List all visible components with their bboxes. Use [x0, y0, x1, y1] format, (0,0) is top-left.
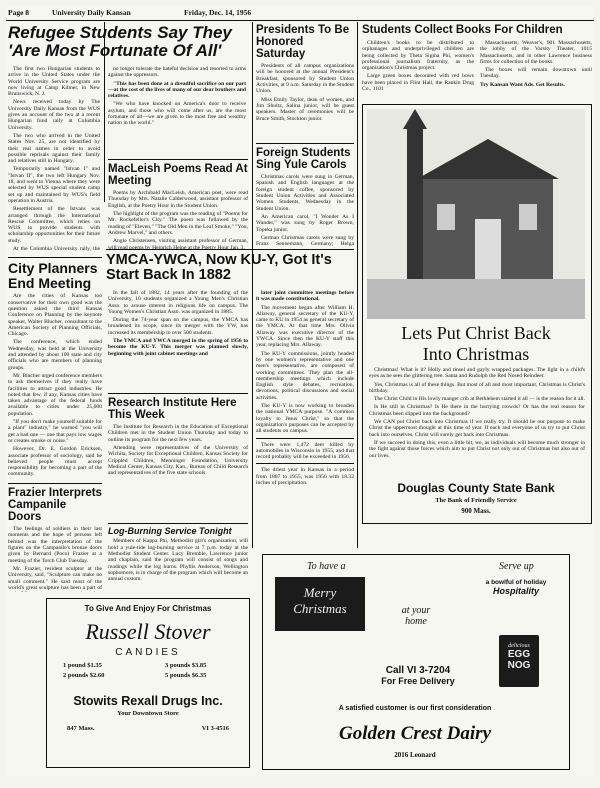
paragraph: The KU-Y is now working to broaden the national YMCA purpose. "A common loyalty to Jesus Christ," so that the organization's purposes can be accepted by all students on campus.: [256, 403, 354, 435]
column-rule: [357, 22, 358, 548]
price-item: 2 pounds $2.60: [63, 672, 105, 679]
newspaper-page: [6, 6, 594, 776]
page-number: Page 8: [8, 8, 30, 17]
paragraph: Poems by Archibald MacLeish, American poet, were read Thursday by Mrs. Natalie Calderwood, assistant professor of English, at the Poetry Hour in the Student Union.: [108, 190, 248, 209]
divider: [8, 257, 102, 258]
paragraph: Attending were representatives of the University of Wichita, Society for Exceptional Children, Kansas Society for Crippled Children, Menninger Foundation, University Medical Center, Kansas City, Kan., Bureau of Child Research and representatives of the five state schools.: [108, 445, 248, 477]
merry-text: Merry: [303, 585, 337, 600]
paragraph: The movement began after William H. Allaway, general secretary of the KU-Y, came to KU in 1954 as general secretary of the YMCA. At that time Mrs. Olivia Allaway was executive director of the YWCA. Since then the KU-Y staff this year, replacing Mrs. Allaway.: [256, 304, 354, 349]
paper-name: University Daily Kansan: [52, 8, 131, 17]
paragraph: Are the cities of Kansas too conservative for their own good was the question asked the third Kansas Conference on Planning by the keynote speaker, Walter Blucher, consultant to the American Society of Planning Officials, Chicago.: [8, 293, 102, 338]
paragraph: German Christmas carols were sung by Franz Sennemann, Germany; Helga: [256, 234, 354, 246]
divider: [108, 393, 248, 394]
divider: [8, 483, 102, 484]
christ-headline: [363, 323, 589, 365]
books-col-2: [480, 40, 592, 90]
paragraph: later joint committee meetings before it was made constitutional.: [256, 290, 354, 303]
want-ads-tag: Try Kansan Want Ads. Get Results.: [480, 81, 565, 88]
books-col-1: [362, 40, 474, 94]
paragraph: However, Dr. E. Gordon Ericksen, associate professor of sociology, said he believed people must accept responsibility for becoming a part of the community.: [8, 446, 102, 478]
stover-brand: Russell Stover: [85, 619, 211, 644]
stover-store-tag: Your Downtown Store: [117, 710, 179, 717]
egg-nog-carton: [499, 635, 539, 687]
christ-headline-line-1: Lets Put Christ Back: [401, 323, 551, 343]
christ-body: [369, 367, 585, 461]
price-list: [47, 662, 249, 686]
paragraph: The boxes will remain downtown until Tuesday.: [480, 67, 592, 80]
books-story: [362, 24, 592, 104]
dairy-delivery: For Free Delivery: [381, 676, 455, 686]
refugee-headline: Refugee Students Say They 'Are Most Fortunate Of All': [8, 24, 232, 60]
divider: [256, 463, 354, 464]
paragraph: The Institute for Research in the Education of Exceptional Children met in the Student Union Thursday and today to outline its program for the next few years.: [108, 424, 248, 443]
presidents-headline: Presidents To Be Honored Saturday: [256, 24, 350, 61]
divider: [256, 438, 354, 439]
foreign-headline: Foreign Students Sing Yule Carols: [256, 147, 351, 172]
christ-ad: [362, 104, 592, 524]
home-line-2: home: [405, 616, 427, 627]
dairy-name: Golden Crest Dairy: [339, 723, 491, 744]
paragraph: The YMCA and YWCA merged in the spring of 1956 to become the KU-Y. This merger was planned slowly, beginning with joint cabinet meetings and: [108, 338, 248, 357]
paragraph: Members of Kappa Phi, Methodist girl's organization, will hold a yule-tide log-burning service at 7 p.m. today at the Methodist Student Center. Lucy Bremble, Lawrence junior and chaplain, said the program will consist of songs and readings while the log burns. Phyllis Anderson, Wellington sophomore, is in charge of the program which will become an annual custom.: [108, 538, 248, 583]
stover-candies: CANDIES: [115, 647, 181, 658]
serve-up-text: Serve up: [499, 561, 534, 572]
nativity-illustration: [367, 109, 585, 319]
paragraph: The highlight of the program was the reading of "Poems for Mr. Rockefeller's City." The poem was followed by the reading of "Eleven," "The Old Men in the Leaf Smoke," "You, Andrew Marvel," and others.: [108, 211, 248, 236]
bank-tagline: The Bank of Friendly Service: [435, 497, 517, 504]
ymca-right-col: [256, 290, 354, 592]
frazier-headline: Frazier Interprets Campanile Doors: [8, 487, 102, 524]
bank-sponsor: [363, 481, 589, 515]
paragraph: Christmas! What is it? Holly and tinsel and gayly wrapped packages. The light in a child's eyes as he sees the glittering tree. Santa and Rudolph the Red Nosed Reindeer.: [369, 367, 585, 380]
planners-story: [8, 254, 102, 478]
price-item: 1 pound $1.35: [63, 662, 102, 669]
paragraph: Resettlement of the Istvans was arranged through the International Rescue Committee, which relies on WUS to provide students with scholarship opportunities for their future study.: [8, 206, 100, 244]
stover-footer: [47, 725, 249, 737]
masthead: [6, 6, 594, 21]
price-item: 5 pounds $6.35: [165, 672, 207, 679]
russell-stover-ad: [46, 598, 250, 768]
paragraph: Temporarily named "Istvan I" and "Istvan II", the two left Hungary Nov. 18, and went to Vienna where they were selected by WUS special student camp set up and maintained by WUS's field operation in Austria.: [8, 166, 100, 204]
paragraph: The Christ Child in His lowly manger crib at Bethlehem started it all — is the reason for it all.: [374, 396, 585, 403]
ymca-headline: YMCA-YWCA, Now KU-Y, Got It's Start Back In 1882: [106, 252, 332, 284]
paragraph: no longer tolerate the hateful decision and resorted to arms against the oppressors.: [108, 66, 246, 79]
paragraph: Massachusetts; Weaver's, 901 Massachusetts, the lobby of the Varsity Theater, 1015 Massachusetts, and in other Lawrence business firms for collection of the books.: [480, 40, 592, 65]
divider: [256, 143, 354, 144]
paragraph: The driest year in Kansas in a period from 1887 to 1955, was 1956 with 18.32 inches of precipitation.: [256, 467, 354, 487]
research-headline: Research Institute Here This Week: [108, 397, 237, 422]
home-line-1: at your: [401, 605, 431, 616]
paragraph: Mr. Frazier, resident sculptor at the University, said, "Sculpture can make no small comment." He said most of the world's great sculpture has been a part of: [8, 565, 102, 591]
stover-address: 847 Mass.: [67, 725, 95, 732]
bank-name: Douglas County State Bank: [397, 481, 555, 495]
paragraph: News received today by The University Daily Kansan from the WUS gives an account of the two at a recent Hungarian fund rally at Columbia University.: [8, 99, 100, 131]
bank-address: 900 Mass.: [461, 507, 491, 515]
paragraph: At the Columbia University rally, the: [13, 246, 100, 252]
dairy-address: 2016 Leonard: [394, 751, 436, 759]
paragraph: "If you don't make yourself suitable for a plant" industry," he warned "you will get a bad one — one that pays low wages or creates smoke or noise.": [8, 419, 102, 444]
macleish-story: [108, 156, 248, 254]
paragraph: During the 74-year span on the campus, the YMCA has broadened its scope, since its merger with the YW, has increased its membership to over 500 students.: [108, 317, 248, 336]
refugee-col-1: [8, 66, 100, 252]
paragraph: Presidents of all campus organizations will be honored at the annual President's Breakfast, sponsored by Student Union Activities, at 9 a.m. Saturday in the Student Union.: [256, 63, 354, 95]
paragraph: There were 1,472 deer killed by automobiles in Wisconsin in 1955, and that record probably will be exceeded in 1956.: [256, 441, 354, 461]
stover-store-name: Stowits Rexall Drugs Inc.: [73, 694, 223, 708]
ymca-header: [106, 246, 354, 286]
research-story: [108, 390, 248, 520]
logburning-story: [108, 520, 248, 594]
paragraph: Yes, Christmas is all of these things. But most of all and most important, Christmas is Christ's birthday.: [369, 381, 585, 394]
presidents-story: [256, 24, 354, 152]
paragraph: Mr. Blucher urged conference members to ask themselves if they really have facilities to attract good industries. He noted that few, if any, Kansas cities have taken advantage of the federal funds available to cities under 25,000 population.: [8, 372, 102, 417]
ymca-left-col: [108, 290, 248, 388]
dairy-call: [353, 665, 483, 686]
paragraph: If we succeed in doing this, even a little bit, we, as individuals will become much stronger in the fight against those forces which aim to put Christ not only out of Christmas but also out of our lives.: [369, 439, 585, 459]
divider: [106, 249, 354, 250]
bowl-line-2: Hospitality: [492, 586, 539, 596]
dairy-ad: [262, 554, 570, 770]
paragraph: Miss Emily Taylor, dean of women, and Jim Shultz, Salina junior, will be guest speakers. Master of ceremonies will be Bruce Smith, Stockton junior.: [256, 96, 354, 122]
paragraph: In the fall of 1882, 14 years after the founding of the University, 10 students organized a Young Men's Christian Assn. to arouse interest in religious life on campus. The Young Women's Christian Assn. was organized in 1885.: [108, 290, 248, 315]
stover-phone: VI 3-4516: [201, 725, 229, 732]
merry-christmas-banner: [275, 577, 365, 631]
carton-line-1: delicious: [508, 643, 530, 649]
paragraph: Christmas carols were sung in German, Spanish and English languages at the foreign student coffee, sponsored by Student Union Activities and Associated Women Students, Wednesday in the Student Union.: [256, 174, 354, 212]
bowl-line-1: a bowlful of holiday: [485, 579, 547, 586]
issue-date: Friday, Dec. 14, 1956: [184, 8, 252, 17]
dairy-slogan: A satisfied customer is our first consideration: [338, 705, 492, 712]
paragraph: Angie Christensen, visiting assistant professor of German, will read poems by Heinrich Heine at the Poetry Hour Jan. 3.: [108, 238, 248, 251]
paragraph: Children's books to be distributed to orphanages and underprivileged children are being collected by Theta Sigma Phi, women's professional journalism fraternity, as the organization's Christmas project.: [362, 40, 474, 72]
paragraph: We CAN put Christ back into Christmas if we really try. It should be our purpose to make Christ the uppermost thought at this time of year. If each and everyone of us try to put Christ back into ourselves, Christ will surely get back into Christmas.: [369, 419, 585, 438]
paragraph: "We who have knocked on America's door to receive asylum, and those who will come after us, are the most fortunate of all—we are given to the most free and wealthy nation in the world.": [108, 101, 246, 127]
planners-headline: City Planners End Meeting: [8, 260, 98, 291]
refugee-col-2: [108, 66, 246, 129]
frazier-story: [8, 480, 102, 592]
paragraph: The first two Hungarian students to arrive in the United States under the World University Service program are now living at Camp Kilmer, in New Brunswick, N. J.: [8, 66, 100, 98]
dairy-home: [381, 605, 451, 627]
carton-line-3: NOG: [507, 660, 531, 671]
paragraph: Is He still in Christmas? Is He there in the hurrying crowds? Or has the real reason for Christmas been slipped into the background?: [369, 404, 585, 417]
bowl-text: [471, 579, 561, 596]
church-icon: [367, 109, 585, 319]
divider: [108, 523, 248, 524]
paragraph: The two who arrived in the United States Nov. 25, are not identified by their real names in order to avoid possible reprisals against their family and relatives still in Hungary.: [8, 132, 100, 165]
divider: [108, 159, 248, 160]
carton-line-2: EGG: [507, 649, 531, 660]
dairy-have-text: To have a: [307, 561, 346, 572]
paragraph: The conference, which ended Wednesday, was held at the University and attended by about 100 state and city officials who are members of planning groups.: [8, 339, 102, 371]
price-item: 3 pounds $3.85: [165, 662, 207, 669]
christmas-text: Christmas: [293, 601, 347, 616]
stover-top-line: To Give And Enjoy For Christmas: [84, 604, 212, 613]
christ-headline-line-2: Into Christmas: [422, 344, 530, 364]
logburning-headline: Log-Burning Service Tonight: [108, 526, 232, 536]
macleish-headline: MacLeish Poems Read At Meeting: [108, 163, 248, 188]
foreign-story: [256, 140, 354, 246]
books-headline: Students Collect Books For Children: [362, 24, 563, 36]
paragraph: The feelings of soldiers in their last moments and the hope of persons left behind was the interpretation of the figures on the Campanile's bronze doors given by Bernard (Poco) Frazier at a meeting of the Torch Club Tuesday.: [8, 526, 102, 564]
paragraph: The KU-Y commissions, jointly headed by one women's representative and one men's representative, are composed of working committees. They plan the all-membership meetings which include English style debates, recreation, devotions, political discussions and social activities.: [256, 350, 354, 401]
paragraph: An American carol, "I Wonder As I Wander," was sung by Roger Brown, Topeka junior.: [256, 213, 354, 233]
paragraph: "This has been done at a dreadful sacrifice on our part—at the cost of the lives of many of our dear brothers and relatives.: [108, 80, 246, 100]
paragraph: Large green boxes decorated with red bows have been placed in Flint Hall, the Rankin Drug Co., 1101: [362, 73, 474, 93]
dairy-phone: Call VI 3-7204: [385, 665, 451, 676]
